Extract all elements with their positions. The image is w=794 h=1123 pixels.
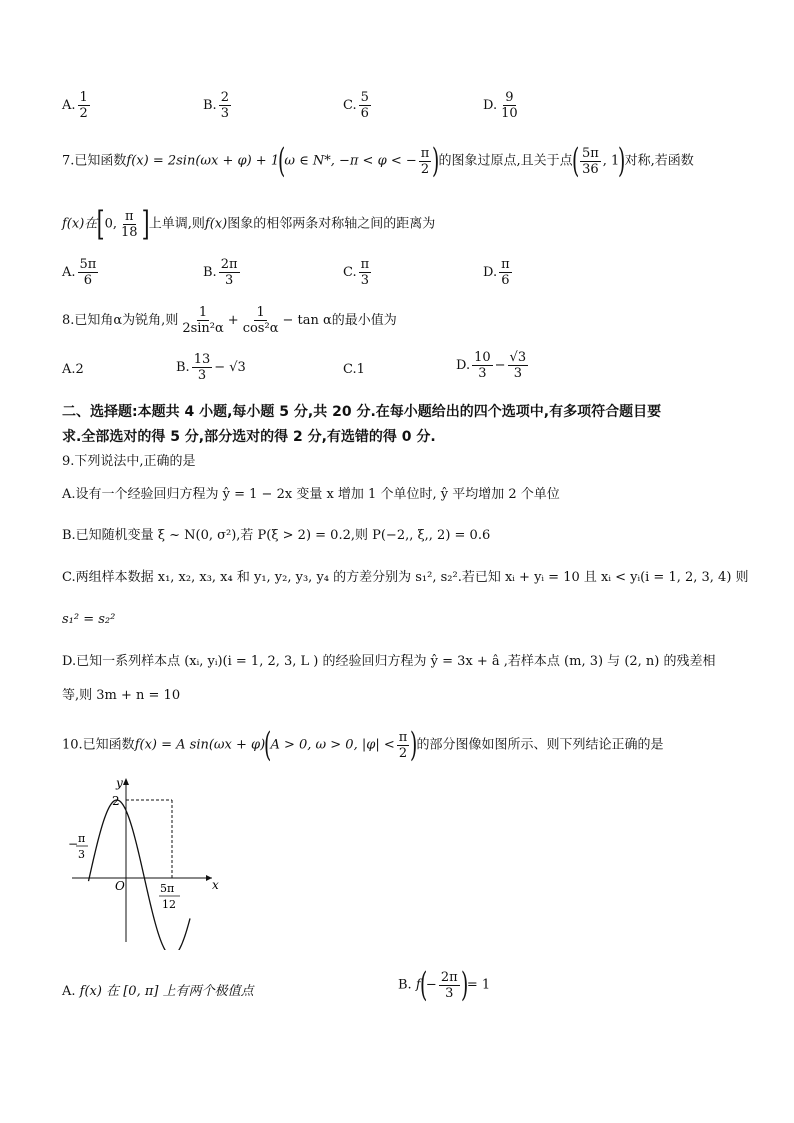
section2-heading-line1: 二、选择题:本题共 4 小题,每小题 5 分,共 20 分.在每小题给出的四个选项中,有多项符合题目要 <box>62 404 662 420</box>
left-tick-den: 3 <box>78 848 85 861</box>
q7-option-a: A. $\frac{5\pi}{6}$ <box>62 257 97 288</box>
q8-option-a: A.2 <box>62 362 84 377</box>
q10-option-b: B. f(− $\frac{2\pi}{3}$ )= 1 <box>398 965 491 1005</box>
q8-option-b: B. $\frac{13}{3}$ − √3 <box>176 352 246 383</box>
q6-option-d: D. $\frac{9}{10}$ <box>483 90 518 121</box>
origin-label: O <box>115 879 125 893</box>
q6-option-b: B. $\frac{2}{3}$ <box>203 90 229 121</box>
y-axis-label: y <box>116 776 123 790</box>
q9-option-d-line2: 等,则 3m + n = 10 <box>62 688 181 703</box>
max-value-label: 2 <box>112 794 120 808</box>
left-tick-neg: − <box>68 837 79 851</box>
q9-option-c-line2: s₁² = s₂² <box>62 612 116 627</box>
q9-option-a: A.设有一个经验回归方程为 ŷ = 1 − 2x 变量 x 增加 1 个单位时, ŷ 平均增加 2 个单位 <box>62 487 560 502</box>
q7-option-d: D. $\frac{\pi}{6}$ <box>483 257 510 288</box>
q7-stem-line2: f(x)在[0, $\frac{\pi}{18}$ ]上单调,则f(x)图象的相邻两条对称轴之间的距离为 <box>62 204 436 244</box>
q6-option-a: A. $\frac{1}{2}$ <box>62 90 88 121</box>
q6-option-c: C. $\frac{5}{6}$ <box>343 90 369 121</box>
right-tick-num: 5π <box>160 882 175 895</box>
q10-sine-graph <box>62 770 232 950</box>
right-tick-den: 12 <box>162 898 176 911</box>
q9-option-b: B.已知随机变量 ξ ~ N(0, σ²),若 P(ξ > 2) = 0.2,则 P(−2,, ξ,, 2) = 0.6 <box>62 528 491 543</box>
sine-curve <box>89 800 191 950</box>
q8-option-d: D. $\frac{10}{3}$ − $\frac{√3}{3}$ <box>456 350 527 381</box>
q7-option-c: C. $\frac{\pi}{3}$ <box>343 257 370 288</box>
left-tick-num: π <box>78 832 86 845</box>
section2-heading-line2: 求.全部选对的得 5 分,部分选对的得 2 分,有选错的得 0 分. <box>62 429 436 445</box>
q7-option-b: B. $\frac{2\pi}{3}$ <box>203 257 238 288</box>
x-axis-label: x <box>212 878 219 892</box>
y-axis-arrow <box>123 778 129 785</box>
q10-option-a: A. f(x) 在 [0, π] 上有两个极值点 <box>62 984 254 999</box>
q8-option-c: C.1 <box>343 362 365 377</box>
q9-option-d-line1: D.已知一系列样本点 (xᵢ, yᵢ)(i = 1, 2, 3, L ) 的经验回归方程为 ŷ = 3x + â ,若样本点 (m, 3) 与 (2, n) 的残差相 <box>62 654 716 669</box>
q9-stem: 9.下列说法中,正确的是 <box>62 454 196 469</box>
q7-stem-line1: 7.已知函数f(x) = 2sin(ωx + φ) + 1(ω ∈ N*, −π < φ < − $\frac{\pi}{2}$ )的图象过原点,且关于点( $\frac{5\pi}{36}$ , 1)对称,若函数 <box>62 141 694 181</box>
q9-option-c-line1: C.两组样本数据 x₁, x₂, x₃, x₄ 和 y₁, y₂, y₃, y₄ 的方差分别为 s₁², s₂².若已知 xᵢ + yᵢ = 10 且 xᵢ < yᵢ(i = 1, 2, 3, 4) 则 <box>62 570 749 585</box>
q8-stem: 8.已知角α为锐角,则 $\frac{1}{\text{2sin²α}}$ + $\frac{1}{\text{cos²α}}$ − tan α的最小值为 <box>62 305 397 336</box>
q10-stem: 10.已知函数f(x) = A sin(ωx + φ)(A > 0, ω > 0, |φ| < $\frac{\pi}{2}$ )的部分图像如图所示、则下列结论正确的是 <box>62 725 664 765</box>
